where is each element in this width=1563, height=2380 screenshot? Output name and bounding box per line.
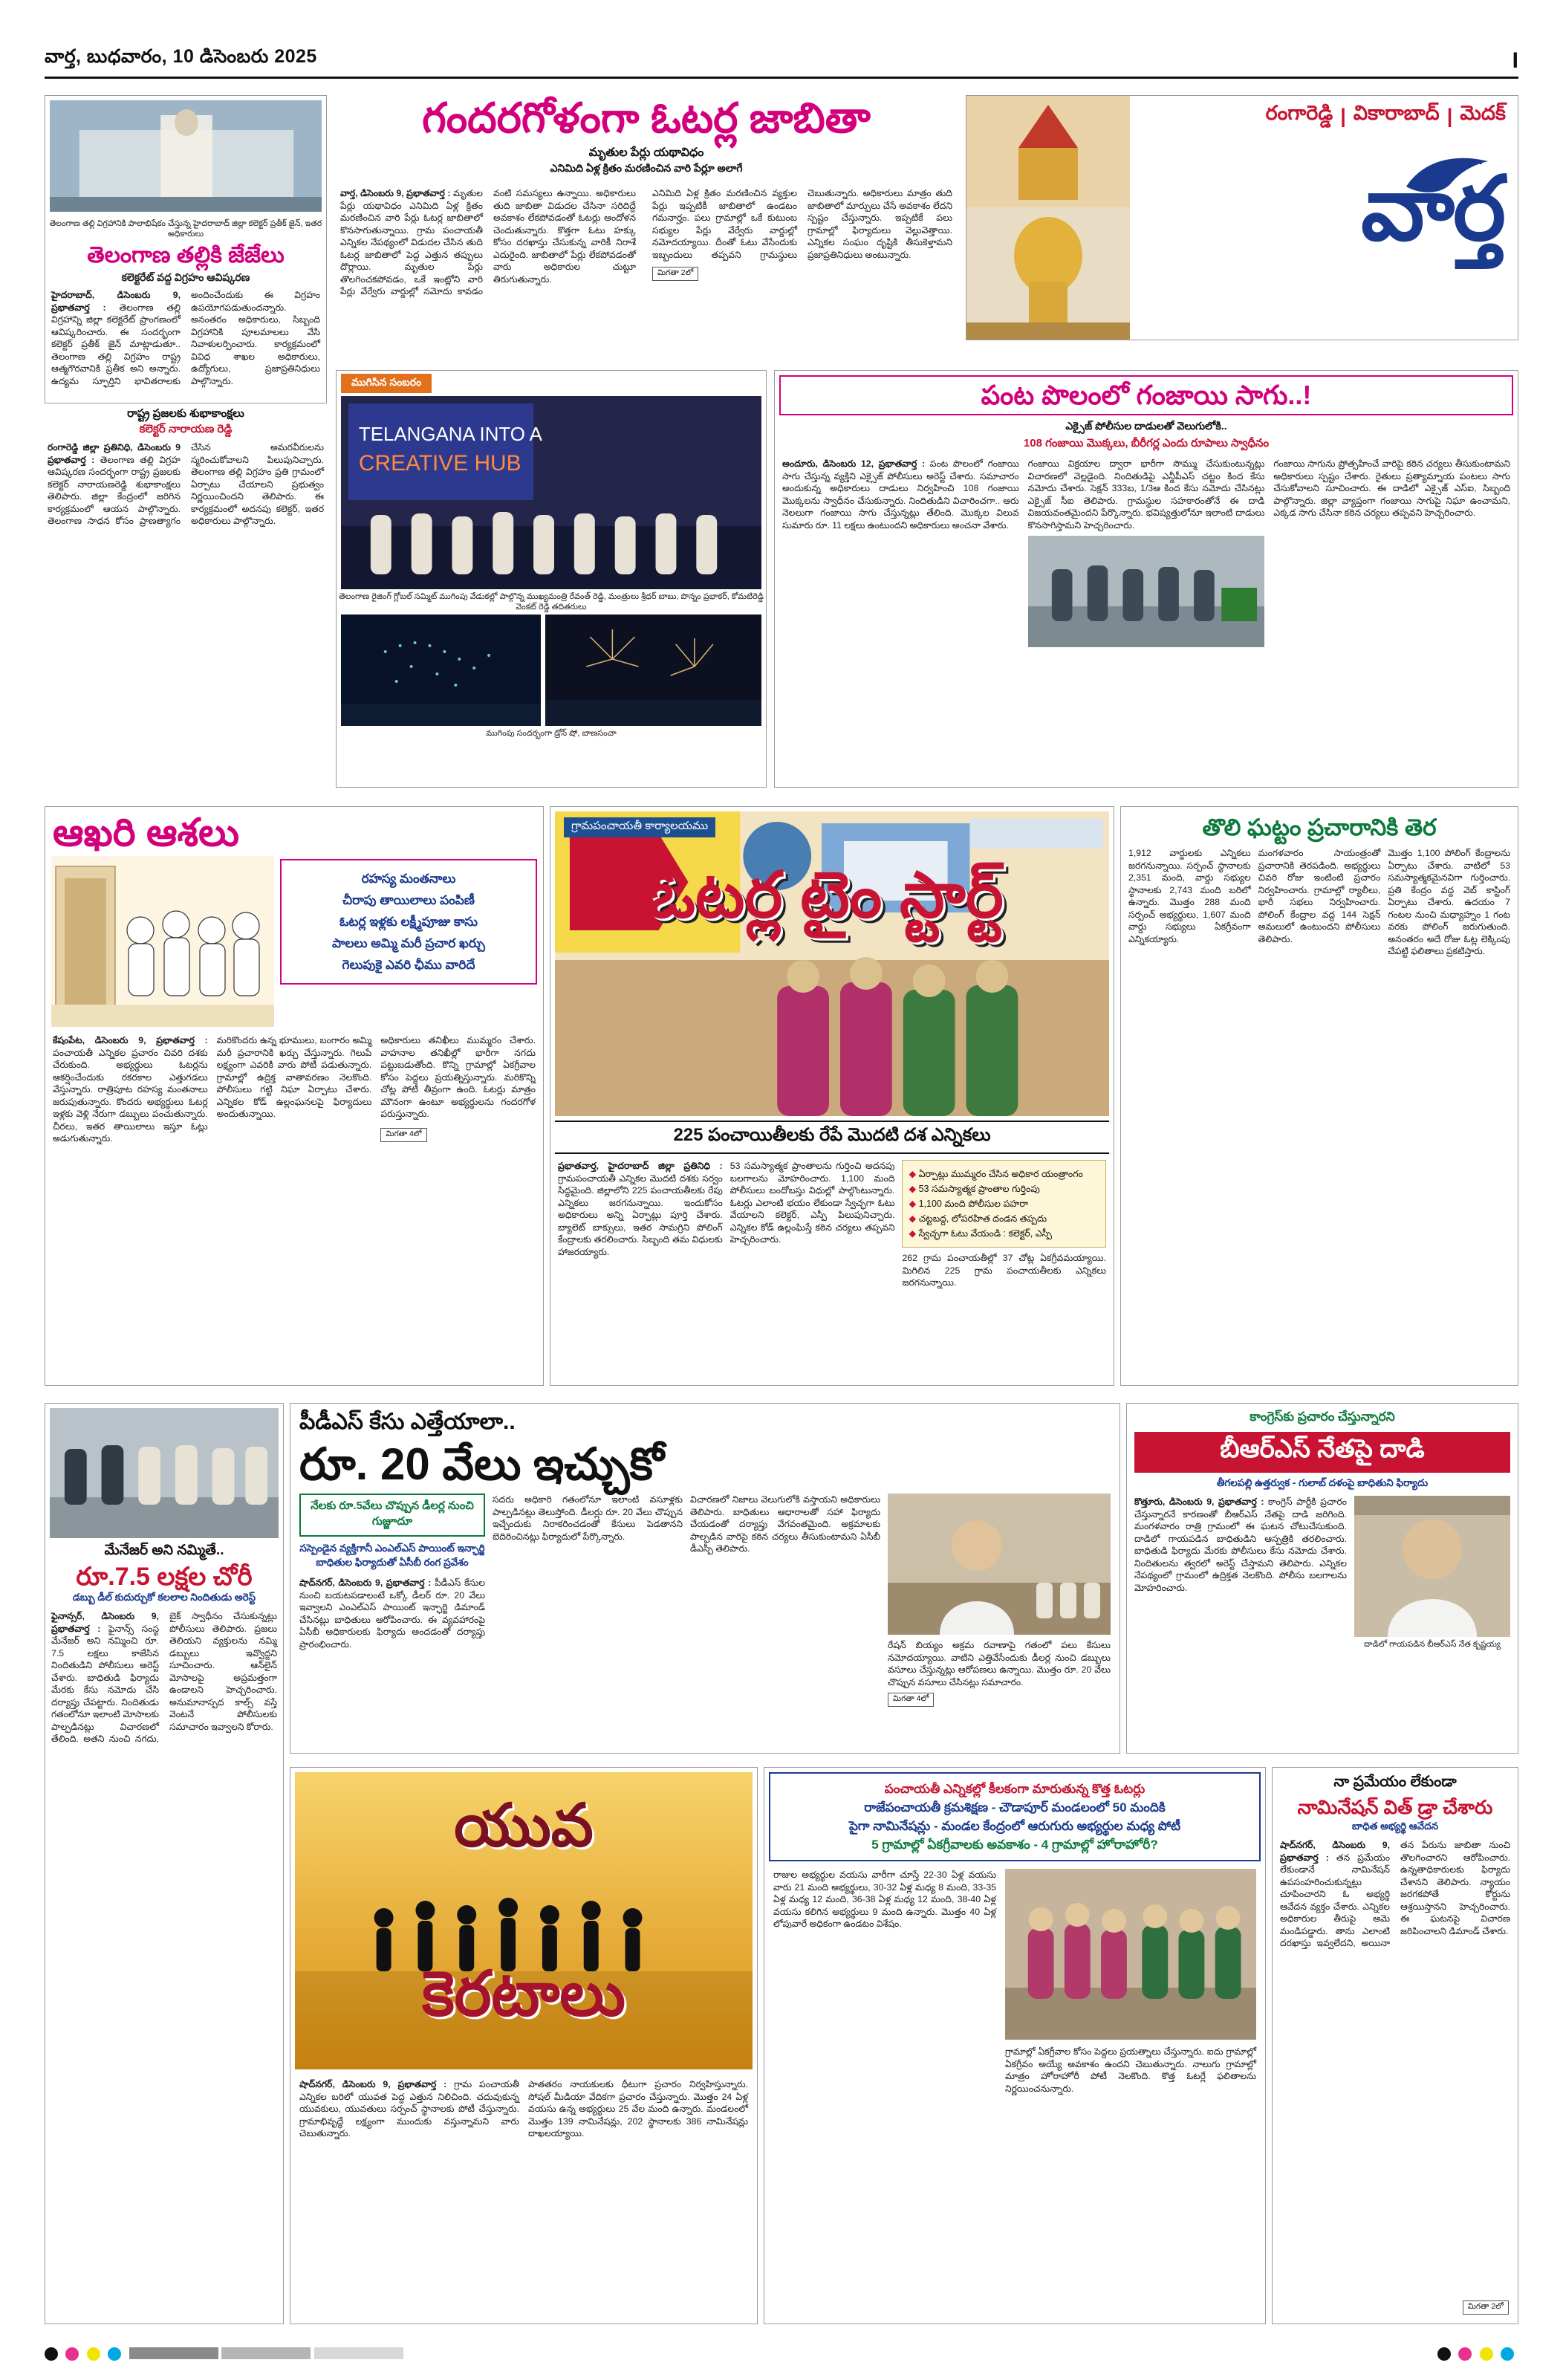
aakhari-cartoon	[51, 856, 274, 1027]
pds-col2: సదరు అధికారి గతంలోనూ ఇలాంటి వసూళ్లకు పాల్పడినట్లు తెలుస్తోంది. డీలర్లు రూ. 20 వేలు చొప్పున ఇచ్చేందుకు నిరాకరించడంతో కేసులు పెడతానని బెదిరించినట్లు ఫిర్యాదులో పేర్కొన్నారు.	[493, 1494, 683, 1542]
pds-headline: రూ. 20 వేలు ఇచ్చుకో	[299, 1439, 664, 1489]
tech-summit-caption: తెలంగాణ రైజింగ్ గ్లోబల్ సమ్మిట్ ముగింపు వేడుకల్లో పాల్గొన్న ముఖ్యమంత్రి రేవంత్ రెడ్డి, మంత్రులు శ్రీధర్ బాబు, పొన్నం ప్రభాకర్, కోమటిరెడ్డి వెంకట్ రెడ్డి తదితరులు	[339, 592, 764, 612]
brs-leader-caption: దాడిలో గాయపడిన బీఆర్ఎస్ నేత కృష్ణయ్య	[1364, 1640, 1501, 1649]
ganja-subhead: ఎక్సైజ్ పోలీసుల దాడులతో వెలుగులోకి..	[1065, 420, 1227, 432]
gray-bar-1	[129, 2347, 218, 2359]
aakhari-col1: పంచాయతీ ఎన్నికల ప్రచారం చివరి దశకు చేరుకుంది. అభ్యర్థులు ఓటర్లను ఆకర్షించేందుకు రకరకాల ఎత్తుగడలు వేస్తున్నారు. రాత్రిపూట రహస్య మంతనాలు జరుపుతున్నారు. కొందరు అభ్యర్థులు ఓటర్ల ఇళ్లకు వెళ్లి నేరుగా డబ్బులు పంచుతున్నారు. చీరలు, ఇతర తాయిలాలు ఇస్తూ ఓట్లు అడుగుతున్నారు.	[53, 1047, 208, 1144]
svg-text:CREATIVE HUB: CREATIVE HUB	[358, 450, 521, 476]
new-voters-col1: రాజుల అభ్యర్థుల వయసు వారీగా చూస్తే 22-30 ఏళ్ల వయసు వారు 21 మంది అభ్యర్థులు, 30-32 ఏళ్ల మధ్య 8 మంది, 33-35 ఏళ్ల మధ్య 12 మంది, 36-38 ఏళ్ల మధ్య 12 మంది, 38-40 ఏళ్ల వయసు కలిగిన అభ్యర్థులు 9 మంది ఉన్నారు. మొత్తం 40 ఏళ్ల లోపువారే అధికంగా ఉండటం విశేషం.	[773, 1870, 996, 1929]
brs-attack-headline: బీఆర్ఎస్ నేతపై దాడి	[1134, 1432, 1510, 1473]
dot-cyan	[108, 2347, 121, 2361]
yuva-article	[290, 1767, 758, 2324]
masthead	[966, 95, 1518, 340]
aakhari-col2: మరికొందరు ఉన్న భూములు, బంగారం అమ్మి మరీ ప్రచారానికి ఖర్చు చేస్తున్నారు. గెలుపే లక్ష్యంగా ఎవరికి వారు పోటీ పడుతున్నారు. గ్రామాల్లో ఉద్రిక్త వాతావరణం నెలకొంది. పోలీసులు గట్టి నిఘా ఏర్పాటు చేశారు. ఎన్నికల కోడ్ ఉల్లంఘనలపై ఫిర్యాదులు అందుతున్నాయి.	[216, 1035, 372, 1119]
ganja-headline: పంట పొలంలో గంజాయి సాగు..!	[981, 380, 1312, 410]
voters-time-bullet-5: ◆ స్వేచ్ఛగా ఓటు వేయండి : కలెక్టర్, ఎస్పీ	[909, 1228, 1052, 1239]
dot-yellow	[87, 2347, 100, 2361]
pds-credit: మిగ‌తా 4లో	[888, 1693, 934, 1707]
collector-dateline: రంగారెడ్డి జిల్లా ప్రతినిధి, డిసెంబరు 9 ప్రభాతవార్త :	[48, 442, 181, 465]
collector-greeting-article	[45, 407, 327, 624]
lead-headline: గందరగోళంగా ఓటర్ల జాబితా	[422, 94, 871, 141]
yuva-col1: గ్రామ పంచాయతీ ఎన్నికల బరిలో యువత పెద్ద ఎత్తున నిలిచింది. చదువుకున్న యువకులు, యువతులు సర్పంచ్ స్థానాలకు పోటీ చేస్తున్నారు. గ్రామాభివృద్ధే లక్ష్యంగా ముందుకు వస్తున్నామని వారు చెబుతున్నారు.	[299, 2079, 520, 2139]
pds-col1: పీడీఎస్ కేసుల నుంచి బయటపడాలంటే ఒక్కో డీలర్ రూ. 20 వేలు ఇవ్వాలని ఎంఎల్ఎస్ పాయింట్ ఇన్ఛార్జి డిమాండ్ చేసినట్లు బాధితులు ఆరోపించారు. ఈ వ్యవహారంపై ఏసీబీ అధికారులకు ఫిర్యాదు అందడంతో దర్యాప్తు ప్రారంభించారు.	[299, 1578, 485, 1650]
ganja-raid-photo	[1028, 536, 1265, 647]
nomination-kicker: నా ప్రమేయం లేకుండా	[1333, 1774, 1457, 1790]
nomination-credit: మిగ‌తా 2లో	[1463, 2300, 1509, 2315]
ganja-dateline: అందూరు, డిసెంబరు 12, ప్రభాతవార్త :	[782, 458, 926, 469]
first-phase-col1: 1,912 వార్డులకు ఎన్నికలు జరగనున్నాయి. సర్పంచ్ స్థానాలకు 2,351 మంది, వార్డు సభ్యుల స్థానాలకు 2,743 మంది బరిలో ఉన్నారు. మొత్తం 288 మంది సర్పంచ్ అభ్యర్థులు, 1,607 మంది వార్డు సభ్యులు ఏకగ్రీవంగా ఎన్నికయ్యారు.	[1128, 848, 1251, 944]
yuva-headline-line2: కెరటాలు	[421, 1959, 626, 2029]
fireworks-photo	[545, 615, 761, 726]
theft-dateline: ఫైనాన్సర్, డిసెంబరు 9, ప్రభాతవార్త :	[51, 1611, 159, 1634]
brs-attack-text: కాంగ్రెస్ పార్టీకి ప్రచారం చేస్తున్నారనే కారణంతో బీఆర్ఎస్ నేతపై దాడి జరిగింది. మంగళవారం రాత్రి గ్రామంలో ఈ ఘటన చోటుచేసుకుంది. దాడిలో గాయపడిన బాధితుడిని ఆస్పత్రికి తరలించారు. బాధితుడి ఫిర్యాదు మేరకు పోలీసులు కేసు నమోదు చేశారు. నిందితులను త్వరలో అరెస్ట్ చేస్తామని తెలిపారు. ఎన్నికల నేపథ్యంలో గ్రామంలో ఉద్రిక్తత నెలకొంది. పోలీసు బలగాలను మోహరించారు.	[1134, 1497, 1347, 1593]
brs-attack-article	[1126, 1403, 1518, 1754]
aakhari-bullet-4: పాలలు అమ్మి మరీ ప్రచార ఖర్చు	[332, 936, 485, 950]
brs-attack-kicker: కాంగ్రెస్‌కు ప్రచారం చేస్తున్నారని	[1250, 1410, 1395, 1424]
drone-show-photo	[341, 615, 541, 726]
pds-col4: రేషన్ బియ్యం అక్రమ రవాణాపై గతంలో పలు కేసులు నమోదయ్యాయి. వాటిని ఎత్తివేసేందుకు డీలర్ల నుంచి డబ్బులు వసూలు చేస్తున్నట్లు ఆరోపణలు ఉన్నాయి. మొత్తం రూ. 20 వేలు చొప్పున వసూలు చేసినట్లు సమాచారం.	[888, 1640, 1111, 1687]
district-separator-1: |	[1340, 104, 1346, 127]
lead-subhead: ఎనిమిది ఏళ్ల క్రితం మరణించిన వారి పేర్లూ అలాగే	[550, 162, 743, 174]
telangana-talli-dateline: హైదరాబాద్, డిసెంబరు 9, ప్రభాతవార్త :	[51, 290, 181, 313]
dot-magenta-right	[1458, 2347, 1472, 2361]
ganja-col1: పంట పొలంలో గంజాయి సాగు చేస్తున్న వ్యక్తిని ఎక్సైజ్ పోలీసులు అరెస్ట్ చేశారు. సమాచారం అందుకున్న అధికారులు దాడులు నిర్వహించి 108 గంజాయి మొక్కలను స్వాధీనం చేసుకున్నారు. నిందితుడిని విచారించగా.. ఆరు నెలలుగా గంజాయి సాగు చేస్తున్నట్లు తేలింది. మొక్కల విలువ సుమారు రూ. 11 లక్షలు ఉంటుందని అధికారులు అంచనా వేశారు.	[782, 458, 1019, 531]
voters-time-article	[550, 806, 1114, 1386]
collector-text: తెలంగాణ తల్లి విగ్రహ ఆవిష్కరణ సందర్భంగా రాష్ట్ర ప్రజలకు కలెక్టర్ నారాయణరెడ్డి శుభాకాంక్షలు తెలిపారు. జిల్లా కేంద్రంలో జరిగిన కార్యక్రమంలో ఆయన పాల్గొన్నారు. తెలంగాణ సాధన కోసం ప్రాణత్యాగం చేసిన అమరవీరులను స్మరించుకోవాలని పిలుపునిచ్చారు. తెలంగాణ తల్లి విగ్రహం ప్రతి గ్రామంలో ఏర్పాటు చేయాలని ప్రభుత్వం నిర్ణయించిందని తెలిపారు. ఈ కార్యక్రమంలో అదనపు కలెక్టర్, ఇతర అధికారులు పాల్గొన్నారు.	[48, 442, 324, 526]
first-phase-headline: తొలి ఘట్టం ప్రచారానికి తెర	[1202, 814, 1437, 840]
aakhari-col3: అధికారులు తనిఖీలు ముమ్మరం చేశారు. వాహనాల తనిఖీల్లో భారీగా నగదు పట్టుబడుతోంది. కొన్ని గ్రామాల్లో ఏకగ్రీవాల కోసం పెద్దలు ప్రయత్నిస్తున్నారు. మరికొన్ని చోట్ల పోటీ తీవ్రంగా ఉంది. ఓటర్లు మాత్రం మౌనంగా ఉంటూ అభ్యర్థులను గందరగోళ పరుస్తున్నారు.	[380, 1035, 536, 1119]
brs-attack-sub: తీగలపల్లి ఉత్తర్వుక - గులాబ్ దళంపై బాధితుని ఫిర్యాదు	[1216, 1477, 1429, 1488]
aakhari-bullet-2: చీరాపు తాయిలాలు పంపిణీ	[342, 893, 475, 907]
voters-time-dateline: ప్రభాతవార్త, హైదరాబాద్ జిల్లా ప్రతినిధి :	[558, 1161, 723, 1171]
brs-leader-photo	[1354, 1496, 1510, 1637]
telangana-talli-caption: తెలంగాణ తల్లి విగ్రహానికి పాలాభిషేకం చేస్తున్న హైదరాబాద్ జిల్లా కలెక్టర్ ప్రతీక్ జైన్, ఇతర అధికారులు	[49, 219, 322, 239]
voters-time-headline: ఓటర్ల టైం స్టార్ట్	[649, 860, 1004, 931]
dot-yellow-right	[1480, 2347, 1493, 2361]
theft-article	[45, 1403, 284, 2324]
voters-time-bullet-1: ◆ ఏర్పాట్లు ముమ్మరం చేసిన అధికార యంత్రాంగం	[909, 1169, 1083, 1179]
new-voters-line4: 5 గ్రామాల్లో ఏకగ్రీవాలకు అవకాశం - 4 గ్రామాల్లో హోరాహోరీ?	[871, 1838, 1158, 1852]
dot-magenta	[65, 2347, 79, 2361]
first-phase-article	[1120, 806, 1518, 1386]
theft-caption: మేనేజర్ అని నమ్మితే..	[104, 1543, 224, 1558]
nomination-dateline: షాద్‌నగర్, డిసెంబరు 9, ప్రభాతవార్త :	[1280, 1840, 1390, 1863]
collector-name: కలెక్టర్ నారాయణ రెడ్డి	[139, 423, 233, 435]
telangana-talli-article	[45, 95, 327, 403]
yuva-headline-line1: యువ	[454, 1792, 594, 1858]
theft-photo	[50, 1408, 279, 1538]
voters-time-col2: 53 సమస్యాత్మక ప్రాంతాలను గుర్తించి అదనపు బలగాలను మోహరించారు. 1,100 మంది పోలీసులు బందోబస్తు విధుల్లో పాల్గొంటున్నారు. ఓటర్లు ఎలాంటి భయం లేకుండా స్వేచ్ఛగా ఓటు వేయాలని కలెక్టర్, ఎస్పీ పిలుపునిచ్చారు. ఎన్నికల కోడ్ ఉల్లంఘిస్తే కఠిన చర్యలు తప్పవని హెచ్చరించారు.	[729, 1161, 895, 1245]
lead-continued-credit: మిగ‌తా 2లో	[652, 267, 698, 281]
new-voters-article	[764, 1767, 1266, 2324]
yuva-dateline: షాద్‌నగర్, డిసెంబరు 9, ప్రభాతవార్త :	[299, 2079, 447, 2089]
lead-dateline: వార్త, డిసెంబరు 9, ప్రభాతవార్త :	[340, 188, 451, 198]
ganja-col3: గంజాయి సాగును ప్రోత్సహించే వారిపై కఠిన చర్యలు తీసుకుంటామని అధికారులు స్పష్టం చేశారు. రైతులు ప్రత్యామ్నాయ పంటలు సాగు చేసుకోవాలని సూచించారు. ఈ దాడిలో ఎక్సైజ్ ఎస్ఐ, సిబ్బంది పాల్గొన్నారు. జిల్లా వ్యాప్తంగా గంజాయి సాగుపై నిఘా ఉంచామని, ఎక్కడ సాగు చేసినా కఠిన చర్యలు తప్పవని హెచ్చరించారు.	[1273, 458, 1511, 518]
nomination-article	[1272, 1767, 1518, 2324]
aakhari-dateline: కేషంపేట, డిసెంబరు 9, ప్రభాతవార్త :	[53, 1035, 208, 1045]
color-registration-strip	[45, 2347, 1518, 2361]
voters-time-bullet-3: ◆ 1,100 మంది పోలీసుల పహరా	[909, 1199, 1029, 1209]
pds-col3: విచారణలో నిజాలు వెలుగులోకి వస్తాయని అధికారులు తెలిపారు. బాధితులు ఆధారాలతో సహా ఫిర్యాదు చేయడంతో దర్యాప్తు వేగవంతమైంది. అక్రమాలకు పాల్పడిన వారిపై కఠిన చర్యలు తీసుకుంటామని ఏసీబీ డీఎస్పీ తెలిపారు.	[690, 1494, 880, 1554]
aakhari-credit: మిగ‌తా 4లో	[380, 1128, 426, 1142]
ganja-highlight: 108 గంజాయి మొక్కలు, బీరీగర్ల ఎందు రూపాలు స్వాధీనం	[1023, 437, 1270, 450]
pds-sub2: సస్పెండైన వ్యక్తిగానీ ఎంఎల్ఎస్ పాయింట్ ఇన్ఛార్జి బాధితుల ఫిర్యాదుతో ఏసీబీ రంగ ప్రవేశం	[299, 1543, 485, 1568]
first-phase-col3: మొత్తం 1,100 పోలింగ్ కేంద్రాలను ఏర్పాటు చేశారు. వాటిలో 53 సమస్యాత్మకమైనవిగా గుర్తించారు. ప్రతి కేంద్రం వద్ద వెబ్ కాస్టింగ్ ఏర్పాటు చేశారు. ఉదయం 7 గంటల నుంచి మధ్యాహ్నం 1 గంట వరకు పోలింగ్ జరుగుతుంది. అనంతరం అదే రోజు ఓట్ల లెక్కింపు చేపట్టి ఫలితాలు ప్రకటిస్తారు.	[1388, 848, 1511, 956]
aakhari-bullet-1: రహస్య మంతనాలు	[361, 872, 456, 886]
first-phase-col2: మంగళవారం సాయంత్రంతో ప్రచారానికి తెరపడింది. అభ్యర్థులు చివరి రోజు ఇంటింటి ప్రచారం నిర్వహించారు. గ్రామాల్లో ర్యాలీలు, భారీ సభలు నిర్వహించారు. పోలింగ్ కేంద్రాల వద్ద 144 సెక్షన్ అమలులో ఉంటుందని పోలీసులు తెలిపారు.	[1258, 848, 1381, 944]
new-voters-line2: రాజేపంచాయతీ క్రమశిక్షణ - చౌడాపూర్ మండలంలో 50 మందికి	[864, 1800, 1166, 1815]
district-1: రంగారెడ్డి	[1265, 102, 1333, 124]
telangana-talli-headline: తెలంగాణ తల్లికి జేజేలు	[87, 243, 285, 267]
panchayat-office-banner: గ్రామపంచాయతీ కార్యాలయము	[564, 817, 715, 837]
gray-bar-2	[221, 2347, 311, 2359]
collector-greeting-subhead: రాష్ట్ర ప్రజలకు శుభాకాంక్షలు	[127, 407, 244, 420]
district-3: మెద‌క్	[1460, 102, 1506, 124]
nomination-sub: బాధిత అభ్యర్థి ఆవేదన	[1351, 1820, 1439, 1832]
new-voters-line1: పంచాయతీ ఎన్నికల్లో కీలకంగా మారుతున్న కొత్త ఓటర్లు	[884, 1782, 1146, 1796]
lead-kicker: మృతుల పేర్లు యథావిధం	[588, 146, 704, 159]
new-voters-line3: పైగా నామినేషన్లు - మండల కేంద్రంలో ఆరుగురు అభ్యర్థుల మధ్య పోటీ	[848, 1819, 1181, 1833]
lead-headline-block	[336, 95, 957, 184]
masthead-image	[966, 96, 1130, 340]
pds-kicker: పీడీఎస్ కేసు ఎత్తేయాలా..	[299, 1410, 516, 1434]
nomination-text: తన ప్రమేయం లేకుండానే నామినేషన్ ఉపసంహరించుకున్నట్లు చూపించారని ఓ అభ్యర్థి ఆవేదన వ్యక్తం చేశారు. ఎన్నికల అధికారుల తీరుపై ఆమె మండిపడ్డారు. తాను ఎలాంటి దరఖాస్తు ఇవ్వలేదని, అయినా తన పేరును జాబితా నుంచి తొలగించారని ఆరోపించారు. ఉన్నతాధికారులకు ఫిర్యాదు చేశానని తెలిపారు. న్యాయం జరగకపోతే కోర్టును ఆశ్రయిస్తానని హెచ్చరించారు. ఈ ఘటనపై విచారణ జరిపించాలని డిమాండ్ చేశారు.	[1280, 1840, 1510, 1948]
voters-time-subhead: 225 పంచాయితీలకు రేపే మొదటి దశ ఎన్నికలు	[673, 1125, 991, 1145]
theft-headline: రూ.7.5 లక్షల చోరీ	[76, 1563, 253, 1591]
gray-bar-3	[314, 2347, 403, 2359]
pds-dateline: షాద్‌నగర్, డిసెంబరు 9, ప్రభాతవార్త :	[299, 1578, 432, 1588]
tech-summit-photo	[341, 396, 761, 589]
aakhari-aasalu-article	[45, 806, 544, 1386]
voters-time-col1: గ్రామపంచాయతీ ఎన్నికల మొదటి దశకు సర్వం సిద్ధమైంది. జిల్లాలోని 225 పంచాయతీలకు రేపు ఎన్నికలు జరగనున్నాయి. ఇందుకోసం అధికారులు అన్ని ఏర్పాట్లు పూర్తి చేశారు. బ్యాలెట్ బాక్సులు, ఇతర సామగ్రిని పోలింగ్ కేంద్రాలకు తరలించారు. సిబ్బంది తమ విధులకు హాజరయ్యారు.	[558, 1173, 723, 1257]
aakhari-bullet-5: గెలుపుకై ఎవరి ఛీము వారిదే	[342, 958, 475, 972]
new-voters-col2: గ్రామాల్లో ఏకగ్రీవాల కోసం పెద్దలు ప్రయత్నాలు చేస్తున్నారు. ఐదు గ్రామాల్లో ఏకగ్రీవం అయ్యే అవకాశం ఉందని చెబుతున్నారు. నాలుగు గ్రామాల్లో మాత్రం హోరాహోరీ పోటీ నెలకొంది. కొత్త ఓటర్లే ఫలితాలను నిర్ణయించనున్నారు.	[1005, 2046, 1256, 2094]
dot-cyan-right	[1501, 2347, 1514, 2361]
lead-col2: ఎనిమిది ఏళ్ల క్రితం మరణించిన వ్యక్తుల పేర్లు ఇప్పటికీ జాబితాలో ఉండటం గమనార్హం. పలు గ్రామాల్లో ఒకే కుటుంబ సభ్యుల పేర్లు వేర్వేరు వార్డుల్లో నమోదయ్యాయి. దీంతో ఓటు వేసేందుకు ఇబ్బందులు తప్పవని గ్రామస్థులు చెబుతున్నారు. అధికారులు మాత్రం తుది జాబితాలో మార్పులు చేసే అవకాశం లేదని స్పష్టం చేస్తున్నారు. ఇప్పటికే పలు గ్రామాల్లో ఫిర్యాదులు వెల్లువెత్తాయి. ఎన్నికల సంఘం దృష్టికి తీసుకెళ్తామని ప్రజాప్రతినిధులు అంటున్నారు.	[652, 188, 952, 260]
ganja-col2: గంజాయి విక్రయాల ద్వారా భారీగా సొమ్ము చేసుకుంటున్నట్లు విచారణలో వెల్లడైంది. నిందితుడిపై ఎన్డీపీఎస్ చట్టం కింద కేసు నమోదు చేశారు. సెక్షన్ 333బ, 1/3ఆ కింద కేసు నమోదు చేసినట్లు ఎక్సైజ్ సీఐ తెలిపారు. గ్రామస్థుల సహకారంతోనే ఈ దాడి విజయవంతమైందని పేర్కొన్నారు. భవిష్యత్తులోనూ ఇలాంటి దాడులు కొనసాగిస్తామని హెచ్చరించారు.	[1027, 458, 1265, 531]
theft-sub: డబ్బు డీల్ కుదుర్చుకో కలలాల నిందితుడు అరెస్ట్	[72, 1592, 256, 1603]
nomination-headline: నామినేషన్ విత్ డ్రా చేశారు	[1297, 1796, 1493, 1818]
brs-attack-dateline: కొత్తూరు, డిసెంబరు 9, ప్రభాతవార్త :	[1134, 1497, 1264, 1507]
masthead-logo: వార్త	[1361, 159, 1504, 259]
yuva-graphic	[295, 1772, 753, 2069]
telangana-talli-photo	[50, 100, 322, 212]
voters-time-photo	[555, 811, 1109, 1116]
yuva-col2: పాతతరం నాయకులకు ధీటుగా ప్రచారం నిర్వహిస్తున్నారు. సోషల్ మీడియా వేదికగా ప్రచారం చేస్తున్నారు. మొత్తం 24 ఏళ్ల వయసు ఉన్న అభ్యర్థులు 25 వేల మంది ఉన్నారు. మండలంలో మొత్తం 139 నామినేషన్లు, 202 స్థానాలకు 386 నామినేషన్లు దాఖలయ్యాయి.	[528, 2079, 748, 2139]
date-line: వార్త, బుధవారం, 10 డిసెంబరు 2025	[45, 46, 317, 67]
svg-text:TELANGANA INTO A: TELANGANA INTO A	[358, 424, 542, 446]
voters-queue-photo	[1005, 1869, 1256, 2040]
pds-article	[290, 1403, 1120, 1754]
ganja-article	[774, 370, 1518, 788]
voters-time-bullet-2: ◆ 53 సమస్యాత్మక ప్రాంతాల గుర్తింపు	[909, 1184, 1040, 1194]
voters-time-bullet-4: ◆ చట్టబద్ద, లోపరహిత దండన తప్పదు	[909, 1213, 1047, 1224]
aakhari-headline: ఆఖరి ఆశలు	[53, 811, 239, 855]
voters-time-footer: 262 గ్రామ పంచాయతీల్లో 37 చోట్ల ఏకగ్రీవమయ్యాయి. మిగిలిన 225 గ్రామ పంచాయతీలకు ఎన్నికలు జరగనున్నాయి.	[902, 1253, 1106, 1288]
lead-col1: మృతుల పేర్లు యథావిధం ఎనిమిది ఏళ్ల క్రితం మరణించిన వారి పేర్లు ఓటర్ల జాబితాలో కొనసాగుతున్నాయి. గ్రామ పంచాయతీ ఎన్నికల నేపథ్యంలో విడుదల చేసిన తుది ఓటర్ల జాబితాలో పెద్ద ఎత్తున తప్పులు దొర్లాయి. మృతుల పేర్లు తొలగించకపోవడం, ఒకే ఇంట్లోని వారి పేర్లు వేర్వేరు వార్డుల్లో నమోదు కావడం వంటి సమస్యలు ఉన్నాయి. అధికారులు తుది జాబితా విడుదల చేసినా సరిదిద్దే అవకాశం లేకపోవడంతో ఓటర్లు ఆందోళన చెందుతున్నారు. కొత్తగా ఓటు హక్కు కోసం దరఖాస్తు చేసుకున్న వారికీ నిరాశే ఎదురైంది. జాబితాలో పేర్లు లేకపోవడంతో వారు అధికారుల చుట్టూ తిరుగుతున్నారు.	[340, 188, 636, 296]
pds-accused-photo	[888, 1494, 1111, 1635]
dot-black-right	[1437, 2347, 1451, 2361]
top-strip	[45, 45, 1518, 79]
telangana-talli-subhead: కలెక్టరేట్ వద్ద విగ్రహం ఆవిష్కరణ	[121, 271, 250, 283]
district-2: వికారాబాద్	[1353, 102, 1440, 124]
aakhari-bullet-3: ఓటర్ల ఇళ్లకు లక్ష్మీపూజు కాసు	[339, 915, 478, 929]
district-separator-2: |	[1446, 104, 1453, 127]
telangana-talli-text: తెలంగాణ తల్లి విగ్రహాన్ని జిల్లా కలెక్టరేట్ ప్రాంగణంలో ఆవిష్కరించారు. ఈ సందర్భంగా కలెక్టర్ ప్రతీక్ జైన్ మాట్లాడుతూ.. తెలంగాణ తల్లి విగ్రహం రాష్ట్ర ఆత్మగౌరవానికి ప్రతీక అని అన్నారు. ఉద్యమ స్ఫూర్తిని భావితరాలకు అందించేందుకు ఈ విగ్రహం ఉపయోగపడుతుందన్నారు. అనంతరం అధికారులు, సిబ్బంది విగ్రహానికి పూలమాలలు వేసి నివాళులర్పించారు. కార్యక్రమంలో వివిధ శాఖల అధికారులు, ఉద్యోగులు, ప్రజాప్రతినిధులు పాల్గొన్నారు.	[51, 290, 320, 386]
tech-summit-article	[336, 370, 767, 788]
dot-black	[45, 2347, 58, 2361]
pds-sub1: నేలకు రూ.5వేలు చొప్పున డీలర్ల నుంచి గుజ్జూదూ	[299, 1494, 485, 1537]
tech-summit-tag: ముగిసిన సంబరం	[341, 374, 432, 393]
theft-text: ఫైనాన్స్ సంస్థ మేనేజర్ అని నమ్మించి రూ. 7.5 లక్షలు కాజేసిన నిందితుడిని పోలీసులు అరెస్ట్ చేశారు. బాధితుడి ఫిర్యాదు మేరకు కేసు నమోదు చేసి దర్యాప్తు చేపట్టారు. నిందితుడు గతంలోనూ ఇలాంటి మోసాలకు పాల్పడినట్లు విచారణలో తేలింది. అతని నుంచి నగదు, బైక్ స్వాధీనం చేసుకున్నట్లు పోలీసులు తెలిపారు. ప్రజలు తెలియని వ్యక్తులను నమ్మి డబ్బులు ఇవ్వొద్దని సూచించారు. ఆన్‌లైన్ మోసాలపై అప్రమత్తంగా ఉండాలని హెచ్చరించారు. అనుమానాస్పద కాల్స్ వస్తే వెంటనే పోలీసులకు సమాచారం ఇవ్వాలని కోరారు.	[51, 1611, 277, 1744]
page-number: I	[1512, 48, 1518, 73]
drone-show-caption: ముగింపు సందర్భంగా డ్రోన్ షో, బాణసంచా	[486, 729, 617, 738]
